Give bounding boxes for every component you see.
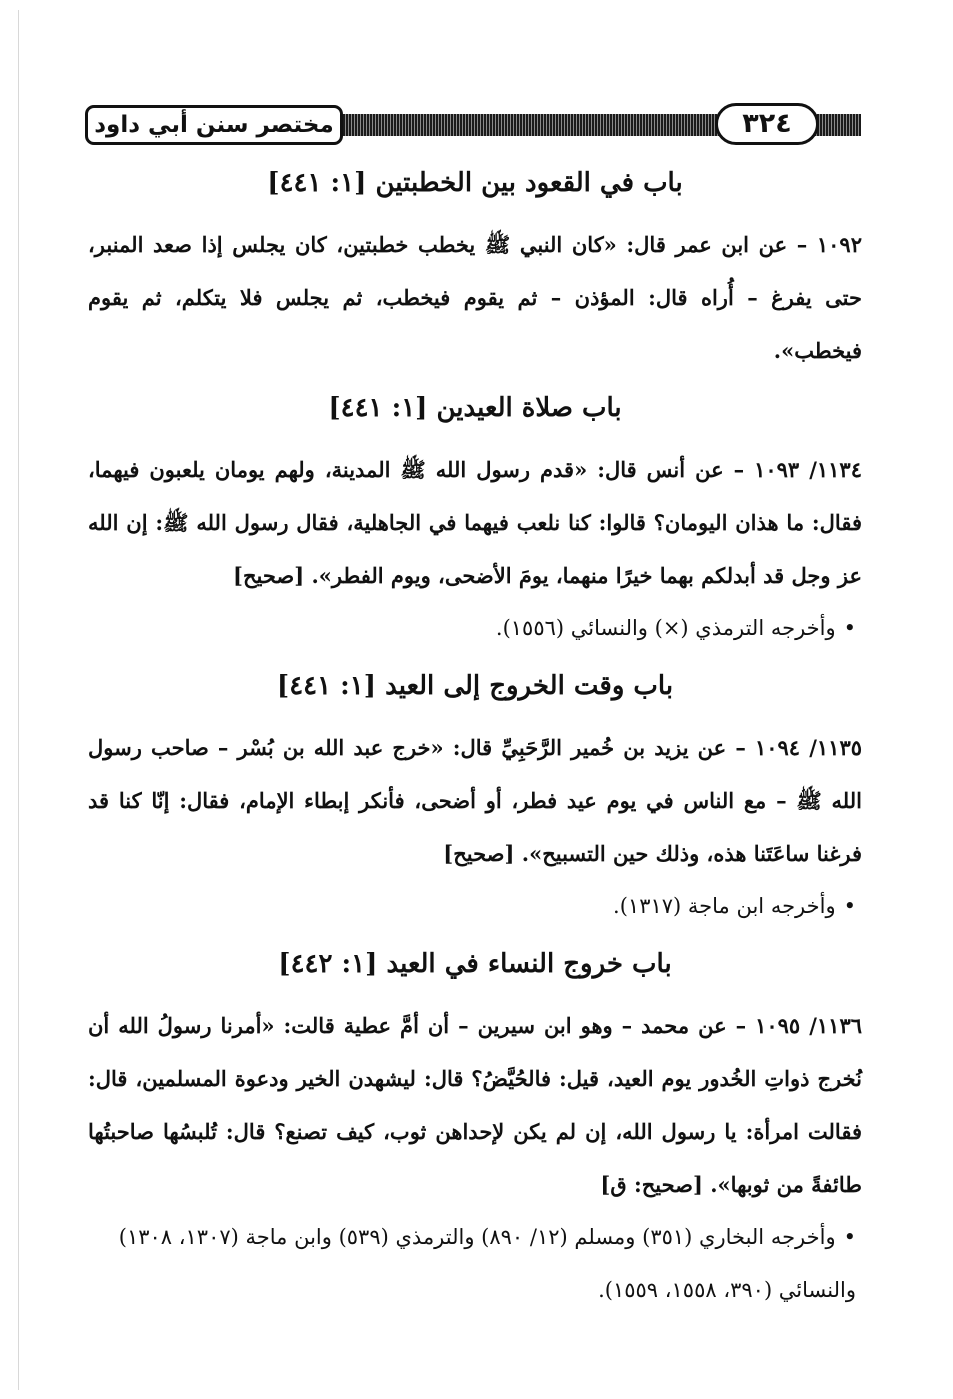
page-edge-line (18, 10, 19, 1390)
page-body (88, 152, 862, 1317)
section-salat-al-idayn (88, 377, 862, 655)
bullet-icon: • (843, 616, 856, 640)
section-waqt-al-khuruj (88, 655, 862, 933)
bullet-icon: • (843, 894, 856, 918)
takhrij-text: وأخرجه ابن ماجة (١٣١٧). (613, 894, 836, 918)
chapter-heading: باب خروج النساء في العيد [١: ٤٤٢] (278, 949, 672, 979)
hadith-text: ١٠٩٢ – عن ابن عمر قال: «كان النبي ﷺ يخطب خطبتين، كان يجلس إذا صعد المنبر، حتى يفرغ – أُراه قال: المؤذن – ثم يقوم فيخطب، ثم يجلس فلا يتكلم، ثم يقوم فيخطب». (88, 232, 862, 363)
chapter-heading: باب وقت الخروج إلى العيد [١: ٤٤١] (276, 671, 674, 701)
takhrij-text: وأخرجه الترمذي (×) والنسائي (١٥٥٦). (495, 616, 836, 640)
hadith-text: ١١٣٦/ ١٠٩٥ – عن محمد – وهو ابن سيرين – أن أمَّ عطية قالت: «أمرنا رسولُ الله أن نُخرج ذواتِ الخُدور يوم العيد، قيل: فالحُيَّضُ؟ قال: ليشهدن الخير ودعوة المسلمين، قال: فقالت امرأة: يا رسول الله، إن لم يكن لإحداهن ثوب، كيف تصنع؟ قال: تُلبسُها صاحبتُها طائفةً من ثوبها». [صحيح: ق] (88, 1013, 863, 1197)
takhrij-note (88, 880, 862, 933)
chapter-heading: باب صلاة العيدين [١: ٤٤١] (328, 393, 622, 423)
book-title: مختصر سنن أبي داود (85, 105, 343, 145)
section-khuruj-al-nisa (88, 933, 862, 1317)
chapter-heading: باب في القعود بين الخطبتين [١: ٤٤١] (267, 168, 683, 198)
takhrij-text: وأخرجه البخاري (٣٥١) ومسلم (١٢/ ٨٩٠) والترمذي (٥٣٩) وابن ماجة (١٣٠٧، ١٣٠٨) والنسائي (٣٩٠، ١٥٥٨، ١٥٥٩). (118, 1225, 856, 1302)
page-header (85, 103, 861, 151)
takhrij-note (88, 602, 862, 655)
bullet-icon: • (843, 1225, 856, 1249)
hadith-text: ١١٣٤/ ١٠٩٣ – عن أنس قال: «قدم رسول الله ﷺ المدينة، ولهم يومان يلعبون فيهما، فقال: ما هذان اليومان؟ قالوا: كنا نلعب فيهما في الجاهلية، فقال رسول الله ﷺ: إن الله عز وجل قد أبدلكم بهما خيرًا منهما، يومَ الأضحى، ويوم الفطر». [صحيح] (88, 457, 862, 588)
takhrij-note (88, 1211, 862, 1317)
section-qu-ud-bayn-al-khutbatayn (88, 152, 862, 377)
hadith-text: ١١٣٥/ ١٠٩٤ – عن يزيد بن خُمير الرَّحَبِيِّ قال: «خرج عبد الله بن بُسْر – صاحب رسول الله ﷺ – مع الناس في يوم عيد فطر، أو أضحى، فأنكر إبطاء الإمام، فقال: إنّا كنا قد فرغنا ساعَتَنا هذه، وذلك حين التسبيح». [صحيح] (88, 735, 863, 866)
page-number: ٣٢٤ (715, 103, 819, 145)
